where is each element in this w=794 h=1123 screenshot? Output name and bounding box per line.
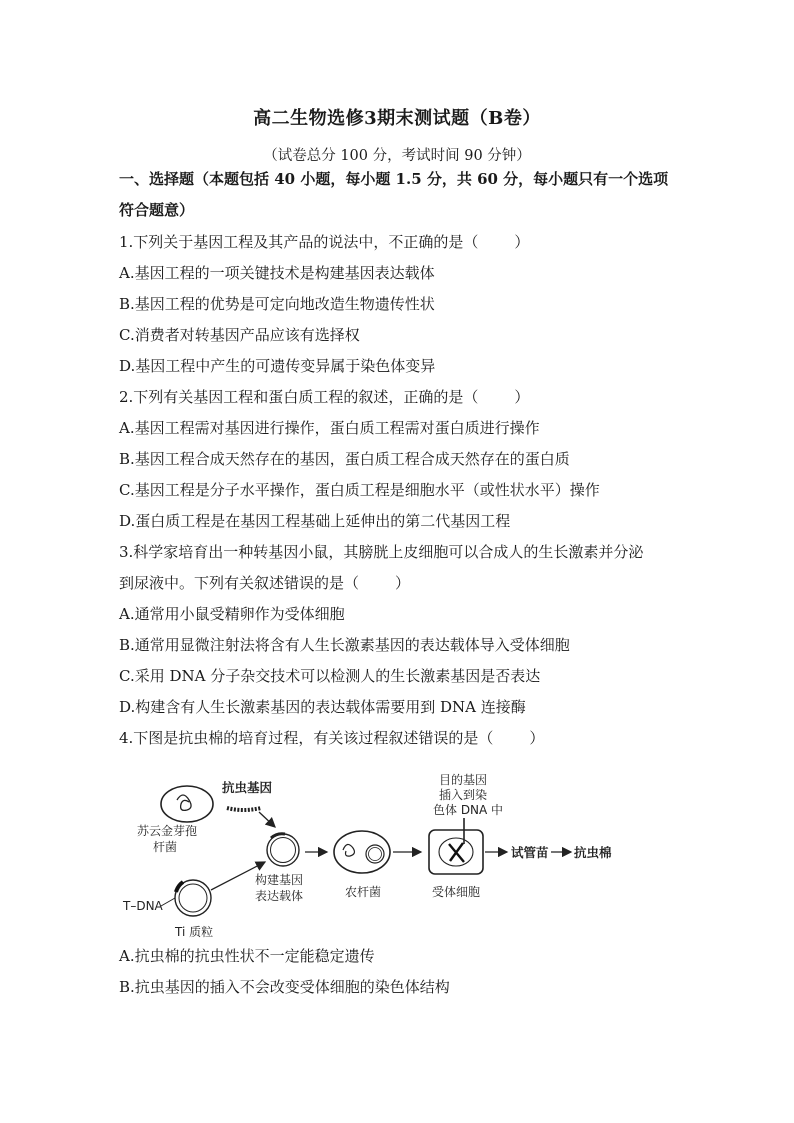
question-2-option-d: D.蛋白质工程是在基因工程基础上延伸出的第二代基因工程 bbox=[119, 512, 511, 530]
question-3-stem-cont: 到尿液中。下列有关叙述错误的是（ ） bbox=[119, 574, 411, 592]
gene-fragment-icon bbox=[227, 808, 261, 810]
ti-plasmid-label: Ti 质粒 bbox=[175, 925, 214, 939]
bacterium-label-2: 杆菌 bbox=[153, 840, 178, 854]
question-2-option-b: B.基因工程合成天然存在的基因，蛋白质工程合成天然存在的蛋白质 bbox=[119, 450, 570, 468]
recipient-cell-icon bbox=[429, 830, 483, 874]
target-note-3: 色体 DNA 中 bbox=[433, 803, 504, 817]
question-4-option-b: B.抗虫基因的插入不会改变受体细胞的染色体结构 bbox=[119, 978, 450, 996]
ti-plasmid-icon bbox=[175, 880, 211, 916]
question-2-stem: 2.下列有关基因工程和蛋白质工程的叙述，正确的是（ ） bbox=[119, 388, 530, 406]
question-4-option-a: A.抗虫棉的抗虫性状不一定能稳定遗传 bbox=[119, 947, 375, 965]
insect-resistant-cotton-label: 抗虫棉 bbox=[574, 845, 612, 860]
tdna-label: T–DNA bbox=[123, 899, 163, 913]
gene-label: 抗虫基因 bbox=[222, 780, 273, 795]
question-2-option-a: A.基因工程需对基因进行操作，蛋白质工程需对蛋白质进行操作 bbox=[119, 419, 540, 437]
question-3-stem: 3.科学家培育出一种转基因小鼠，其膀胱上皮细胞可以合成人的生长激素并分泌 bbox=[119, 543, 644, 561]
recipient-cell-label: 受体细胞 bbox=[432, 885, 481, 899]
vector-label-1: 构建基因 bbox=[255, 873, 304, 887]
question-1-option-d: D.基因工程中产生的可遗传变异属于染色体变异 bbox=[119, 357, 436, 375]
question-3-option-b: B.通常用显微注射法将含有人生长激素基因的表达载体导入受体细胞 bbox=[119, 636, 570, 654]
cotton-breeding-diagram bbox=[119, 772, 659, 942]
question-4-stem: 4.下图是抗虫棉的培育过程，有关该过程叙述错误的是（ ） bbox=[119, 729, 545, 747]
target-note-1: 目的基因 bbox=[439, 773, 488, 787]
section-heading-cont: 符合题意） bbox=[119, 201, 195, 219]
question-2-option-c: C.基因工程是分子水平操作，蛋白质工程是细胞水平（或性状水平）操作 bbox=[119, 481, 600, 499]
agrobacterium-icon bbox=[334, 831, 390, 873]
agrobacterium-label: 农杆菌 bbox=[345, 885, 382, 899]
bacterium-icon bbox=[161, 786, 213, 822]
target-note-2: 插入到染 bbox=[439, 788, 488, 802]
section-heading: 一、选择题（本题包括 40 小题，每小题 1.5 分，共 60 分，每小题只有一个选项 bbox=[119, 170, 669, 188]
question-1-option-c: C.消费者对转基因产品应该有选择权 bbox=[119, 326, 360, 344]
question-3-option-a: A.通常用小鼠受精卵作为受体细胞 bbox=[119, 605, 345, 623]
plantlet-label: 试管苗 bbox=[511, 845, 549, 860]
question-3-option-c: C.采用 DNA 分子杂交技术可以检测人的生长激素基因是否表达 bbox=[119, 667, 541, 685]
question-1-option-a: A.基因工程的一项关键技术是构建基因表达载体 bbox=[119, 264, 435, 282]
question-3-option-d: D.构建含有人生长激素基因的表达载体需要用到 DNA 连接酶 bbox=[119, 698, 526, 716]
question-1-option-b: B.基因工程的优势是可定向地改造生物遗传性状 bbox=[119, 295, 435, 313]
expression-vector-icon bbox=[267, 834, 299, 866]
page-subtitle: （试卷总分 100 分，考试时间 90 分钟） bbox=[263, 148, 531, 164]
page-title: 高二生物选修3期末测试题（B卷） bbox=[253, 108, 541, 129]
bacterium-label-1: 苏云金芽孢 bbox=[137, 824, 198, 838]
question-1-stem: 1.下列关于基因工程及其产品的说法中，不正确的是（ ） bbox=[119, 233, 530, 251]
vector-label-2: 表达载体 bbox=[255, 889, 304, 903]
